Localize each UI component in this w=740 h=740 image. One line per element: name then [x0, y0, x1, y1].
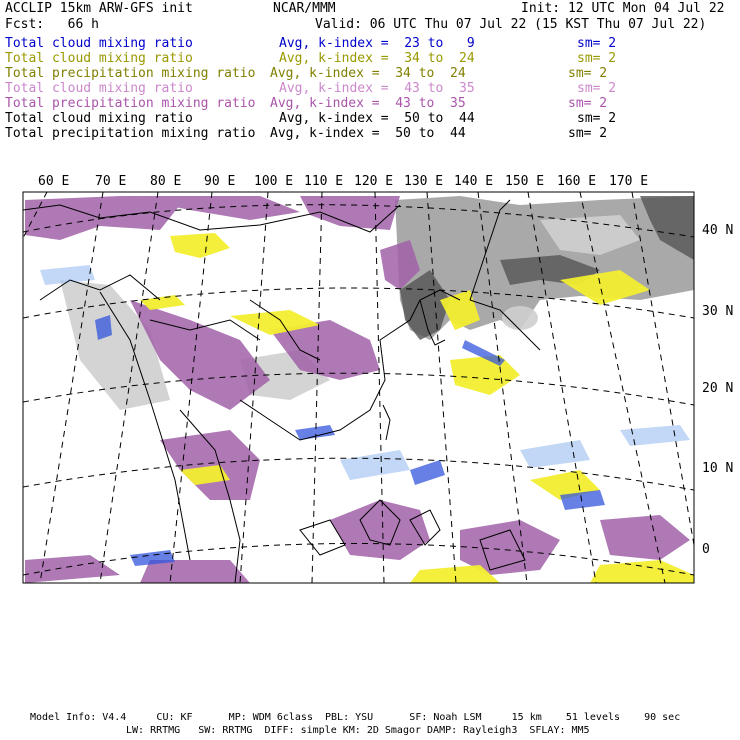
- legend-field-7: Total precipitation mixing ratio: [5, 126, 256, 141]
- legend-sm-3: sm= 2: [568, 66, 608, 81]
- lat-label: 40 N: [702, 223, 734, 238]
- legend-sm-5: sm= 2: [568, 96, 608, 111]
- lat-label: 20 N: [702, 381, 734, 396]
- lon-label: 170 E: [609, 174, 649, 189]
- legend-sm-4: sm= 2: [577, 81, 617, 96]
- legend-avg-2: Avg, k-index = 34 to 24: [279, 51, 475, 66]
- lon-label: 90 E: [204, 174, 236, 189]
- legend-avg-5: Avg, k-index = 43 to 35: [270, 96, 466, 111]
- legend-field-6: Total cloud mixing ratio: [5, 111, 193, 126]
- lat-label: 30 N: [702, 304, 734, 319]
- lon-label: 150 E: [505, 174, 545, 189]
- longitude-labels: [38, 174, 648, 189]
- map-plot-area: [23, 192, 694, 583]
- legend-avg-6: Avg, k-index = 50 to 44: [279, 111, 475, 126]
- valid-time: Valid: 06 UTC Thu 07 Jul 22 (15 KST Thu 07 Jul 22): [315, 17, 707, 32]
- forecast-hour: Fcst: 66 h: [5, 17, 99, 32]
- lon-label: 110 E: [304, 174, 344, 189]
- legend-field-2: Total cloud mixing ratio: [5, 51, 193, 66]
- legend-avg-7: Avg, k-index = 50 to 44: [270, 126, 466, 141]
- center-label: NCAR/MMM: [273, 1, 336, 16]
- lon-label: 70 E: [95, 174, 127, 189]
- legend-sm-1: sm= 2: [577, 36, 617, 51]
- legend-avg-3: Avg, k-index = 34 to 24: [270, 66, 466, 81]
- lat-label: 10 N: [702, 461, 734, 476]
- legend-field-4: Total cloud mixing ratio: [5, 81, 193, 96]
- legend-sm-7: sm= 2: [568, 126, 608, 141]
- init-time: Init: 12 UTC Mon 04 Jul 22: [521, 1, 725, 16]
- legend-avg-4: Avg, k-index = 43 to 35: [279, 81, 475, 96]
- legend-sm-2: sm= 2: [577, 51, 617, 66]
- legend-field-3: Total precipitation mixing ratio: [5, 66, 256, 81]
- lon-label: 140 E: [454, 174, 494, 189]
- model-info-line2: LW: RRTMG SW: RRTMG DIFF: simple KM: 2D Smagor DAMP: Rayleigh3 SFLAY: MM5: [126, 725, 590, 736]
- lon-label: 60 E: [38, 174, 70, 189]
- legend-field-5: Total precipitation mixing ratio: [5, 96, 256, 111]
- model-title: ACCLIP 15km ARW-GFS init: [5, 1, 193, 16]
- lon-label: 130 E: [404, 174, 444, 189]
- lon-label: 120 E: [354, 174, 394, 189]
- lon-label: 80 E: [150, 174, 182, 189]
- model-info-line1: Model Info: V4.4 CU: KF MP: WDM 6class PBL: YSU SF: Noah LSM 15 km 51 levels 90 sec: [30, 712, 681, 723]
- legend-field-1: Total cloud mixing ratio: [5, 36, 193, 51]
- lat-label: 0: [702, 542, 710, 557]
- legend-sm-6: sm= 2: [577, 111, 617, 126]
- lon-label: 160 E: [557, 174, 597, 189]
- legend-avg-1: Avg, k-index = 23 to 9: [279, 36, 475, 51]
- latitude-labels: [702, 223, 733, 557]
- lon-label: 100 E: [254, 174, 294, 189]
